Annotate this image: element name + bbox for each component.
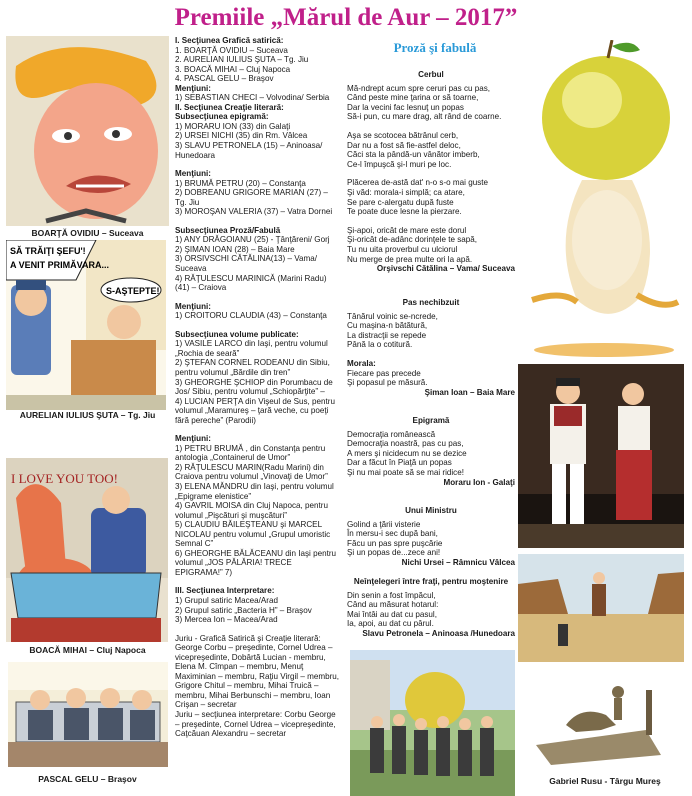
poem-line: Fiecare pas precede [347,368,421,378]
section-heading-proza: Proză şi fabulă [393,40,477,55]
poem-line: Tu nu uita proverbul cu ulciorul [347,244,458,254]
golden-apple-illustration [522,40,688,358]
poem-line: Ia, apoi, au dat cu pârul. [347,619,434,629]
poem-line: La distracţii se repede [347,330,427,340]
bubble-asteapta: S-AŞTEPTE! [106,286,160,296]
poem-line: Să-i pun, cu mare drag, alt rând de coarne. [347,112,502,122]
cartoon-western [518,554,684,662]
caption-pascal: PASCAL GELU – Braşov [38,774,137,784]
poem-line: Până la o cotitură. [347,340,413,350]
caption-rusu: Gabriel Rusu - Târgu Mureş [549,776,661,786]
photo-group [350,650,515,796]
poem-line [347,217,515,226]
poem-line: Dar la vecini fac lesnuţ un popas [347,102,464,112]
poem-line: Dar nu a fost să fie-astfel deloc, [347,140,461,150]
poem-line: Şi-oricât de-adânc dorinţele te sapă, [347,235,478,245]
poem-line: Aşa se scotocea bătrânul cerb, [347,130,459,140]
poem-neintelegeri: Neînţelegeri între fraţi, pentru moştenire Din senin a fost împăcul, Când au măsurat hotarul: Mai întâi au dat cu pasul, Ia, apoi, au dat cu pârul. Slavu Petronela – Aninoasa /Hunedoara [347,577,515,638]
love-text: I LOVE YOU TOO! [11,471,118,486]
bubble-primavara: SĂ TRĂIŢI ŞEFU'! [10,246,86,256]
poem-line: Căci sta la pândă-un vânător imberb, [347,150,480,160]
sculpture-centaur-treadmill [526,670,686,770]
poem-line: Şi văd: morala-i simplă; ca atare, [347,187,465,197]
page-title: Premiile „Mărul de Aur – 2017” [174,4,518,31]
caption-suta: AURELIAN IULIUS ŞUTA – Tg. Jiu [19,410,156,420]
poem-line: Mă-ndrept acum spre ceruri pas cu pas, [347,83,491,93]
poem-line: Cu maşina-n bătătură, [347,321,428,331]
poem-line: Te poate duce lesne la pierzare. [347,207,462,217]
poem-line: Când au măsurat hotarul: [347,600,439,610]
poem-line: Democraţia noastră, pas cu pas, [347,439,464,449]
poem-unui-ministru: Unui Ministru Golind a ţării visterie În mersu-i sec după bani, Făcu un pas spre puşcărie Şi un popas de...zece ani! Nichi Ursei – Râmnicu Vâlcea [347,506,515,567]
poem-pas-nechibzuit: Pas nechibzuit Tânărul voinic se-ncrede, Cu maşina-n bătătură, La distracţii se repede Până la o cotitură. Morala: Fiecare pas precede Şi popasul pe măsură. Şiman Ioan – Baia Mare [347,298,515,397]
poem-line: Se pare c-alergatu după fuste [347,197,454,207]
poem-line: Dar a făcut în Piaţă un popas [347,458,452,468]
caption-boarta: BOARŢĂ OVIDIU – Suceava [31,228,144,238]
poem-line: Tânărul voinic se-ncrede, [347,311,438,321]
poem-cerbul: Cerbul Mă-ndrept acum spre ceruri pas cu pas, Când peste mine ţarina or să toarne, Dar la vecini fac lesnuţ un popas Să-i pun, cu mare drag, alt rând de coarne. Aşa se scotocea bătrânul cerb, Dar nu a fost să fie-astfel deloc, Căci sta la pândă-un vânător imberb, Ce-l împuşcă şi-l muri pe loc. Plăcerea de-astă dat' n-o s-o mai guste Şi văd: morala-i simplă; ca atare, Se pare c-alergatu după fuste Te poate duce lesne la pierzare. Şi-apoi, oricât de mare este dorul Şi-oricât de-adânc dorinţele te sapă, Tu nu uita proverbul cu ulciorul Nu merge de prea multe ori la apă. Orşivschi Cătălina – Vama/ Suceava [347,70,515,274]
poem-line: Democraţia românească [347,429,436,439]
poem-line [347,350,515,359]
poem-line: Golind a ţării visterie [347,519,421,529]
poem-line: Ce-l împuşcă şi-l muri pe loc. [347,159,452,169]
poem-line: Nu merge de prea multe ori la apă. [347,254,473,264]
results-column: I. Secţiunea Grafică satirică: 1. BOARŢĂ OVIDIU – Suceava 2. AURELIAN IULIUS ŞUTA – Tg. Jiu 3. BOACĂ MIHAI – Cluj Napoca 4. PASCAL GELU – Braşov Menţiuni: 1) SEBASTIAN CHECI – Volvodina/ Serbia II. Secţiunea Creaţie literară: Subsecţiunea epigramă: 1) MORARU ION (33) din Galaţi 2) URSEI NICHI (35) din Rm. Vâlcea 3) SLAVU PETRONELA (15) – Aninoasa/ Hunedoara Menţiuni: 1) BRUMĂ PETRU (20) – Constanţa 2) DOBREANU GRIGORE MARIAN (27) – Tg. Jiu 3) MOROŞAN VALERIA (37) – Vatra Dornei Subsecţiunea Proză/Fabulă 1) ANY DRĂGOIANU (25) - Ţânţăreni/ Gorj 2) ŞIMAN IOAN (28) – Baia Mare 3) ORSIVSCHI CĂTĂLINA(13) – Vama/ Suceava 4) RĂŢULESCU MARINICĂ (Marini Radu) (41) – Craiova Menţiuni: 1) CROITORU CLAUDIA (43) – Constanţa Subsecţiunea volume publicate: 1) VASILE LARCO din Iaşi, pentru volumul „Rochia de seară” 2) ŞTEFAN CORNEL RODEANU din Sibiu, pentru volumul „Bărdile din tren” 3) GHEORGHE ŞCHIOP din Porumbacu de Jos/ Sibiu, pentru volumul „Schiopărţite” – 4) LUCIAN PERŢA din Vişeul de Sus, pentru volumul „Maramureş – ţară veche, cu poeţi fără pereche” (Parodii) Menţiuni: 1) PETRU BRUMĂ , din Constanţa pentru antologia „Containerul de Umor” 2) RĂŢULESCU MARIN(Radu Marini) din Craiova pentru volumul „Vinovaţi de Umor” 3) ELENA MĂNDRU din Iaşi, pentru volumul „Epigrame elenistice” 4) GAVRIL MOISA din Cluj Napoca, pentru volumul „Pişcături şi muşcături” 5) CLAUDIU BĂILEŞTEANU şi MARCEL NICOLAU pentru volumul „Grupul umoristic Semnal C” 6) GHEORGHE BĂLĂCEANU din Iaşi pentru volumul „JOS PĂLĂRIA! TRECE EPIGRAMA!” 7) III. Secţiunea Interpretare: 1) Grupul satiric Macea/Arad 2) Grupul satiric „Bacteria H” – Braşov 3) Mercea Ion – Macea/Arad Juriu - Grafică Satirică şi Creaţie literară: George Corbu – preşedinte, Cornel Udrea – vicepreşedinte, Dobârtă Lucian - membru, Elena M. Cîmpan – membru, Menuţ Maximinian – membru, Raţiu Virgil – membru, Grigore Chitul – membru, Mihai Truică – membru, Mihai Berbunschi – membru, Ioan Crişan – secretar Juriu – secţiunea interpretare: Corbu George – preşedinte, Cornel Udrea – vicepreşedinte, Caţcăuan Alexandru – secretar [175,36,340,739]
poem-line: A mers şi nicidecum nu se dezice [347,448,467,458]
poem-line: Şi popasul pe măsură. [347,378,428,388]
poem-line: Morala: [347,358,376,368]
photo-folk-singers [518,364,684,548]
poem-line: Din senin a fost împăcul, [347,590,436,600]
cartoon-primavara [6,240,166,410]
poem-line: Când peste mine ţarina or să toarne, [347,93,479,103]
cartoon-bathtub [6,458,168,642]
caption-boaca: BOACĂ MIHAI – Cluj Napoca [29,645,146,655]
poem-line: Şi nu mai poate să se mai ridice! [347,467,464,477]
cartoon-office [8,662,168,767]
poem-epigrama: Epigramă Democraţia românească Democraţia noastră, pas cu pas, A mers şi nicidecum nu se dezice Dar a făcut în Piaţă un popas Şi nu mai poate să se mai ridice! Moraru Ion - Galaţi [347,416,515,487]
caricature-trump [6,36,169,226]
poem-line: Şi un popas de...zece ani! [347,548,441,558]
svg-text:A VENIT PRIMĂVARA...: A VENIT PRIMĂVARA... [10,260,110,270]
poem-line: Şi-apoi, oricât de mare este dorul [347,225,467,235]
poem-line: Mai întâi au dat cu pasul, [347,609,437,619]
poem-line: Făcu un pas spre puşcărie [347,538,443,548]
poem-line [347,169,515,178]
poem-line: În mersu-i sec după bani, [347,529,438,539]
poem-line [347,122,515,131]
poem-line: Plăcerea de-astă dat' n-o s-o mai guste [347,178,489,188]
